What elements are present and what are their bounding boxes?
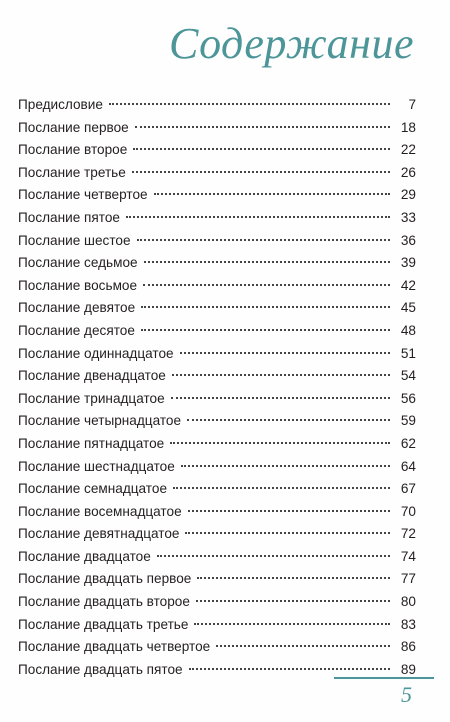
- toc-entry: [18, 207, 416, 230]
- toc-entry-title: Послание второе: [18, 142, 128, 158]
- dot-leader: [141, 306, 390, 308]
- toc-entry-page: 59: [400, 413, 416, 429]
- toc-entry-page: 33: [400, 209, 416, 225]
- toc-entry-title: Послание двенадцатое: [18, 368, 166, 384]
- toc-entry-page: 26: [400, 164, 416, 180]
- dot-leader: [135, 126, 390, 128]
- toc-entry-title: Послание девятнадцатое: [18, 526, 180, 542]
- dot-leader: [194, 623, 390, 625]
- dot-leader: [154, 193, 390, 195]
- dot-leader: [109, 103, 390, 105]
- toc-entry-title: Предисловие: [18, 97, 103, 112]
- toc-entry-page: 72: [400, 526, 416, 542]
- toc-entry-title: Послание пятнадцатое: [18, 435, 165, 451]
- dot-leader: [170, 442, 390, 444]
- dot-leader: [157, 555, 390, 557]
- toc-entry: [18, 410, 416, 433]
- toc-entry: [18, 501, 416, 524]
- toc-entry: [18, 388, 416, 411]
- dot-leader: [187, 419, 390, 421]
- toc-entry: [18, 184, 416, 207]
- toc-entry-page: 42: [400, 277, 416, 293]
- toc-entry: [18, 365, 416, 388]
- toc-entry-title: Послание восемнадцатое: [18, 503, 182, 519]
- toc-entry: [18, 568, 416, 591]
- toc-entry-page: 29: [400, 187, 416, 203]
- dot-leader: [144, 261, 390, 263]
- dot-leader: [197, 577, 390, 579]
- dot-leader: [143, 284, 390, 286]
- toc-entry: [18, 320, 416, 343]
- toc-entry-title: Послание двадцатое: [18, 548, 151, 564]
- toc-entry: [18, 456, 416, 479]
- toc-entry: [18, 523, 416, 546]
- dot-leader: [171, 397, 390, 399]
- toc-entry: [18, 591, 416, 614]
- toc-entry-page: 74: [400, 548, 416, 564]
- toc-entry: [18, 433, 416, 456]
- toc-entry-page: 36: [400, 232, 416, 248]
- dot-leader: [196, 600, 390, 602]
- toc-entry-page: 39: [400, 255, 416, 271]
- toc-entry-title: Послание десятое: [18, 322, 135, 338]
- toc-entry: [18, 297, 416, 320]
- toc-entry-page: 18: [400, 119, 416, 135]
- toc-entry-page: 22: [400, 142, 416, 158]
- dot-leader: [126, 216, 390, 218]
- toc-entry-page: 54: [400, 368, 416, 384]
- toc-entry-title: Послание пятое: [18, 209, 120, 225]
- page-number: 5: [401, 682, 412, 707]
- footer-rule: [334, 677, 434, 679]
- toc-entry: [18, 275, 416, 298]
- toc-entry: [18, 546, 416, 569]
- table-of-contents: [18, 94, 416, 681]
- dot-leader: [181, 465, 390, 467]
- toc-entry-page: 51: [400, 345, 416, 361]
- toc-entry-title: Послание девятое: [18, 300, 136, 316]
- dot-leader: [172, 374, 390, 376]
- toc-entry: [18, 252, 416, 275]
- toc-entry: [18, 94, 416, 117]
- toc-entry: [18, 117, 416, 140]
- toc-entry: [18, 343, 416, 366]
- toc-entry-title: Послание двадцать четвертое: [18, 639, 211, 655]
- dot-leader: [188, 510, 390, 512]
- dot-leader: [185, 532, 390, 534]
- toc-entry-title: Послание двадцать пятое: [18, 661, 183, 677]
- toc-entry-page: 62: [400, 435, 416, 451]
- toc-entry: [18, 162, 416, 185]
- toc-entry-page: 64: [400, 458, 416, 474]
- toc-entry-title: Послание двадцать второе: [18, 594, 190, 610]
- toc-entry-title: Послание первое: [18, 119, 129, 135]
- toc-entry-title: Послание четырнадцатое: [18, 413, 182, 429]
- toc-entry-page: 48: [400, 322, 416, 338]
- contents-heading: Содержание: [168, 19, 414, 68]
- dot-leader: [180, 352, 390, 354]
- toc-entry-title: Послание седьмое: [18, 255, 138, 271]
- dot-leader: [141, 329, 390, 331]
- toc-entry: [18, 139, 416, 162]
- toc-entry-page: 77: [400, 571, 416, 587]
- toc-entry-page: 86: [400, 639, 416, 655]
- dot-leader: [137, 239, 390, 241]
- dot-leader: [173, 487, 390, 489]
- toc-entry-page: 67: [400, 481, 416, 497]
- toc-entry-page: 80: [400, 594, 416, 610]
- toc-entry: [18, 636, 416, 659]
- toc-entry: [18, 230, 416, 253]
- toc-entry-page: 56: [400, 390, 416, 406]
- toc-entry-page: 7: [408, 97, 416, 112]
- dot-leader: [133, 148, 390, 150]
- dot-leader: [189, 668, 390, 670]
- toc-entry-page: 89: [400, 661, 416, 677]
- dot-leader: [216, 645, 390, 647]
- toc-entry-title: Послание семнадцатое: [18, 481, 168, 497]
- toc-entry-page: 45: [400, 300, 416, 316]
- toc-entry-title: Послание одиннадцатое: [18, 345, 174, 361]
- toc-entry: [18, 614, 416, 637]
- toc-entry-title: Послание тринадцатое: [18, 390, 165, 406]
- toc-entry: [18, 478, 416, 501]
- dot-leader: [132, 171, 390, 173]
- toc-entry-title: Послание шестнадцатое: [18, 458, 175, 474]
- toc-entry-page: 83: [400, 616, 416, 632]
- toc-entry-title: Послание третье: [18, 164, 126, 180]
- toc-entry-title: Послание двадцать первое: [18, 571, 192, 587]
- toc-entry-title: Послание четвертое: [18, 187, 148, 203]
- toc-entry-title: Послание двадцать третье: [18, 616, 189, 632]
- toc-entry-title: Послание восьмое: [18, 277, 138, 293]
- toc-entry-page: 70: [400, 503, 416, 519]
- toc-entry-title: Послание шестое: [18, 232, 131, 248]
